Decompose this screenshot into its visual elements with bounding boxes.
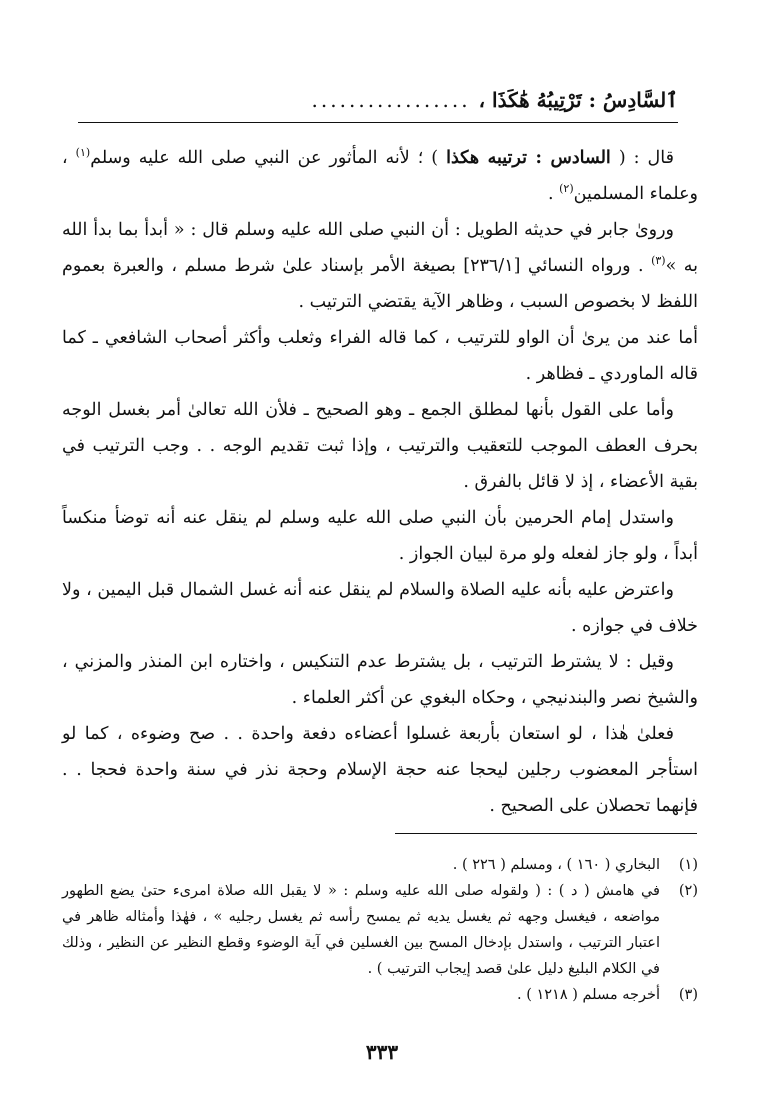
paragraph-1 — [62, 140, 698, 212]
footnotes — [62, 852, 698, 1008]
footnote-2 — [62, 878, 698, 982]
footnote-ref-1: (١) — [75, 146, 91, 160]
paragraph-3: أما عند من يرىٰ أن الواو للترتيب ، كما قاله الفراء وثعلب وأكثر أصحاب الشافعي ـ كما قاله الماوردي ـ فظاهر . — [62, 328, 698, 384]
footnote-1-text: البخاري ( ١٦٠ ) ، ومسلم ( ٢٢٦ ) . — [452, 857, 660, 873]
paragraph-1-mid: ، وعلماء المسلمين — [62, 148, 698, 204]
paragraph-1-rest: ) ؛ لأنه المأثور عن النبي صلى الله عليه وسلم — [90, 148, 439, 168]
paragraph-5: واستدل إمام الحرمين بأن النبي صلى الله عليه وسلم لم ينقل عنه أنه توضأ منكساً أبداً ، ولو جاز لفعله ولو مرة لبيان الجواز . — [62, 508, 698, 564]
paragraph-2-text: ورویٰ جابر في حديثه الطويل : أن النبي صلى الله عليه وسلم قال : « أبدأ بما بدأ الله به » — [62, 220, 698, 276]
paragraph-6: واعترض عليه بأنه عليه الصلاة والسلام لم ينقل عنه أنه غسل الشمال قبل اليمين ، ولا خلاف في جوازه . — [62, 580, 698, 636]
paragraph-8: فعلىٰ هٰذا ، لو استعان بأربعة غسلوا أعضاءه دفعة واحدة . . صح وضوءه ، كما لو استأجر المعضوب رجلين ليحجا عنه حجة الإسلام وحجة نذر في سنة واحدة فحجا . . فإنهما تحصلان على الصحيح . — [62, 724, 698, 816]
footnote-2-number: (٢) — [678, 883, 698, 899]
header-title: ٱلسَّادِسُ : تَرْتِيبُهُ هَٰكَذَا ، — [478, 88, 678, 112]
page-number: ٣٣٣ — [365, 1040, 399, 1064]
paragraph-1-tail: . — [547, 184, 560, 204]
paragraph-1-bold: السادس : ترتيبه هكذا — [446, 148, 611, 168]
footnote-1 — [62, 852, 698, 878]
footnote-2-text: في هامش ( د ) : ( ولقوله صلى الله عليه وسلم : « لا يقبل الله صلاة امرىء حتىٰ يضع الطهور مواضعه ، فيغسل وجهه ثم يغسل يديه ثم يمسح رأسه ثم يغسل رجليه » ، فهٰذا وأمثاله ظاهر في اعتبار الترتيب ، واستدل بإدخال المسح بين الغسلين في آية الوضوء وقطع النظير عن النظير ، وذلك في الكلام البليغ دليل علىٰ قصد إيجاب الترتيب ) . — [62, 883, 660, 977]
main-text — [62, 140, 698, 824]
footnote-3 — [62, 982, 698, 1008]
header-dots: ................. — [311, 88, 471, 112]
paragraph-2 — [62, 212, 698, 320]
header-divider — [78, 122, 678, 123]
footnote-ref-3: (٣) — [651, 254, 666, 268]
running-header — [78, 82, 678, 118]
footnote-1-number: (١) — [678, 857, 698, 873]
paragraph-4: وأما على القول بأنها لمطلق الجمع ـ وهو الصحيح ـ فلأن الله تعالىٰ أمر بغسل الوجه بحرف العطف الموجب للتعقيب والترتيب ، وإذا ثبت تقديم الوجه . . وجب الترتيب في بقية الأعضاء ، إذ لا قائل بالفرق . — [62, 400, 698, 492]
paragraph-2-tail: . ورواه النسائي [٢٣٦/١] بصيغة الأمر بإسناد علىٰ شرط مسلم ، والعبرة بعموم اللفظ لا بخصوص السبب ، وظاهر الآية يقتضي الترتيب . — [62, 256, 698, 312]
paragraph-1-lead: قال : ( — [618, 148, 674, 168]
paragraph-7: وقيل : لا يشترط الترتيب ، بل يشترط عدم التنكيس ، واختاره ابن المنذر والمزني ، والشيخ نصر والبندنيجي ، وحكاه البغوي عن أكثر العلماء . — [62, 652, 698, 708]
footnote-3-number: (٣) — [678, 987, 698, 1003]
footnote-3-text: أخرجه مسلم ( ١٢١٨ ) . — [516, 987, 660, 1003]
footnote-divider — [395, 833, 697, 834]
footnote-ref-2: (٢) — [559, 182, 574, 196]
